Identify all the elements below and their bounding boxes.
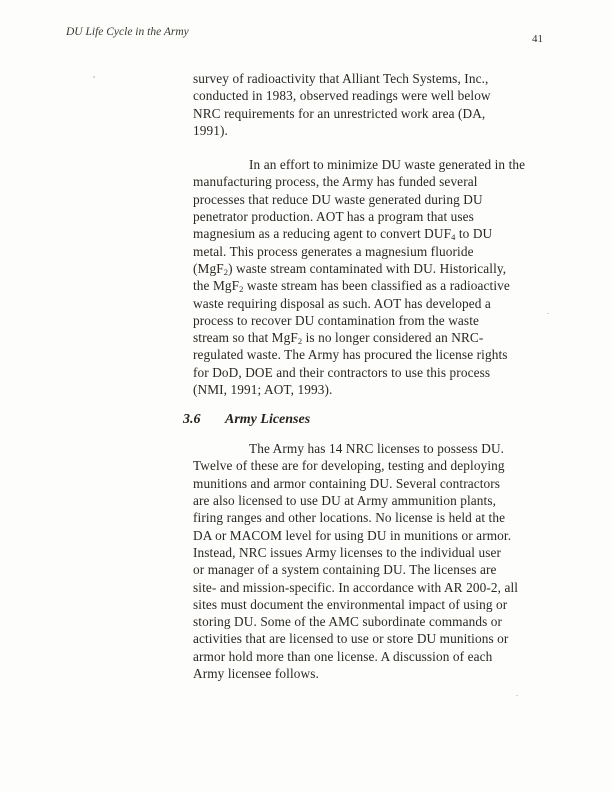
text-line: [193, 527, 539, 544]
section-heading: [183, 411, 539, 428]
text-line: [193, 648, 539, 665]
text-run: Twelve of these are for developing, testing and deploying: [193, 458, 505, 474]
paragraph: [193, 70, 539, 139]
text-run: firing ranges and other locations. No license is held at the: [193, 510, 506, 526]
text-run: or manager of a system containing DU. The licenses are: [193, 562, 497, 578]
scan-speckle: [516, 695, 518, 696]
text-run: manufacturing process, the Army has funded several: [193, 174, 478, 190]
text-line: [193, 630, 539, 647]
text-run: to DU: [455, 226, 493, 242]
text-run: 1991).: [193, 122, 228, 138]
text-run: sites must document the environmental impact of using or: [193, 596, 508, 612]
text-line: [193, 579, 539, 596]
text-line: [193, 544, 539, 561]
text-run: processes that reduce DU waste generated during DU: [193, 191, 483, 207]
text-line: [193, 225, 539, 242]
text-run: is no longer considered an NRC-: [302, 330, 484, 346]
subscript: 4: [451, 232, 456, 243]
text-line: [193, 70, 539, 87]
text-run: are also licensed to use DU at Army ammunition plants,: [193, 493, 497, 509]
text-line: [193, 260, 539, 277]
text-run: ) waste stream contaminated with DU. Historically,: [228, 260, 507, 276]
text-line: [193, 295, 539, 312]
text-run: In an effort to minimize DU waste generated in the: [249, 157, 526, 173]
text-line: [193, 596, 539, 613]
text-line: [193, 665, 539, 682]
text-run: The Army has 14 NRC licenses to possess DU.: [249, 441, 505, 457]
text-run: stream so that MgF: [193, 330, 298, 346]
text-line: [193, 105, 539, 122]
text-line: [193, 613, 539, 630]
text-run: regulated waste. The Army has procured the license rights: [193, 347, 508, 363]
text-run: (NMI, 1991; AOT, 1993).: [193, 382, 333, 398]
text-line: [193, 509, 539, 526]
text-line: [193, 277, 539, 294]
text-run: magnesium as a reducing agent to convert DUF: [193, 226, 452, 242]
text-run: site- and mission-specific. In accordance with AR 200-2, all: [193, 579, 519, 595]
text-run: activities that are licensed to use or store DU munitions or: [193, 631, 509, 647]
section-title: Army Licenses: [225, 412, 311, 428]
text-line: [193, 243, 539, 260]
text-run: (MgF: [193, 260, 224, 276]
paragraph: [193, 156, 539, 398]
text-line: [193, 87, 539, 104]
text-line: [193, 122, 539, 139]
paragraph: [193, 440, 539, 682]
text-run: Instead, NRC issues Army licenses to the individual user: [193, 544, 502, 560]
text-run: penetrator production. AOT has a program that uses: [193, 209, 474, 225]
text-line: [193, 492, 539, 509]
text-line: [193, 475, 539, 492]
text-run: waste stream has been classified as a radioactive: [243, 278, 510, 294]
section-number: 3.6: [183, 412, 201, 428]
text-run: conducted in 1983, observed readings were well below: [193, 88, 491, 104]
text-run: the MgF: [193, 278, 240, 294]
text-run: NRC requirements for an unrestricted work area (DA,: [193, 105, 486, 121]
text-run: Army licensee follows.: [193, 666, 319, 681]
text-line: [193, 346, 539, 363]
text-line: [193, 173, 539, 190]
scan-speckle: [93, 76, 95, 78]
text-line: [193, 561, 539, 578]
text-line: [193, 457, 539, 474]
body-text: [183, 70, 539, 682]
text-run: for DoD, DOE and their contractors to use this process: [193, 364, 491, 380]
text-line: [193, 364, 539, 381]
scan-speckle: [547, 313, 549, 314]
text-line: [193, 329, 539, 346]
running-header-title: DU Life Cycle in the Army: [66, 26, 189, 38]
text-line: [193, 312, 539, 329]
subscript: 2: [239, 284, 244, 295]
subscript: 2: [223, 266, 229, 277]
page-number: 41: [532, 33, 543, 45]
text-line: [193, 440, 539, 457]
text-run: waste requiring disposal as such. AOT has developed a: [193, 295, 491, 311]
text-run: survey of radioactivity that Alliant Tech Systems, Inc.,: [193, 71, 489, 86]
text-run: storing DU. Some of the AMC subordinate commands or: [193, 614, 503, 630]
text-run: metal. This process generates a magnesium fluoride: [193, 243, 474, 259]
text-line: [193, 208, 539, 225]
subscript: 2: [297, 336, 303, 347]
text-line: [193, 381, 539, 398]
text-line: [193, 156, 539, 173]
text-run: DA or MACOM level for using DU in munitions or armor.: [193, 527, 512, 543]
text-run: process to recover DU contamination from the waste: [193, 312, 479, 328]
text-run: armor hold more than one license. A discussion of each: [193, 648, 493, 664]
text-run: munitions and armor containing DU. Several contractors: [193, 475, 501, 491]
text-line: [193, 191, 539, 208]
